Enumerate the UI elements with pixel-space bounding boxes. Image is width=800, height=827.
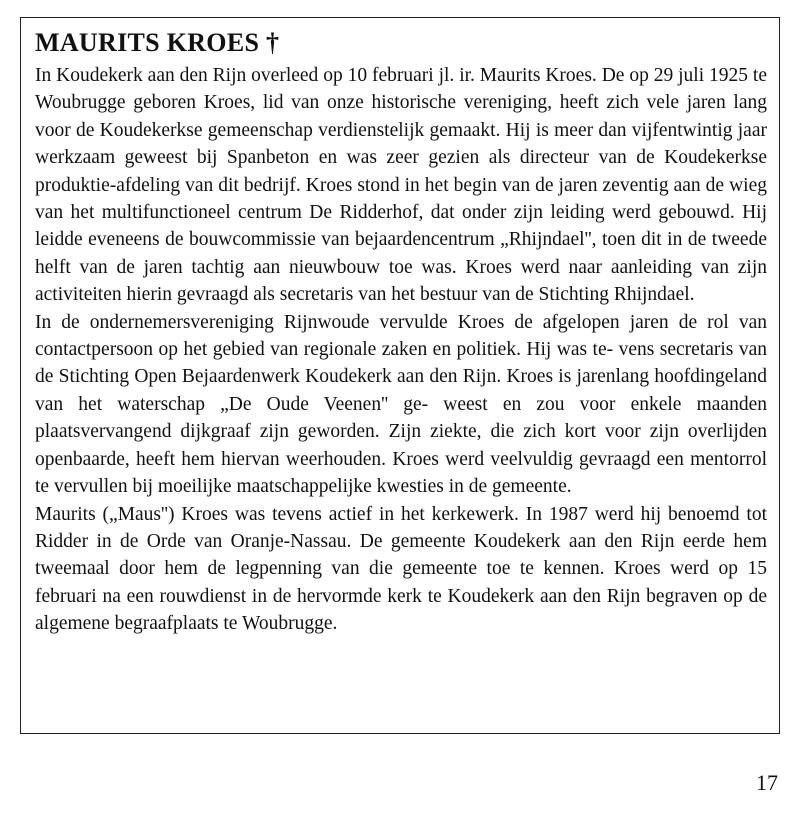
article-paragraph-2: In de ondernemersvereniging Rijnwoude vervulde Kroes de afgelopen jaren de rol van contactpersoon op het gebied van regionale zaken en politiek. Hij was te- vens secretaris van de Stichting Open Bejaardenwerk Koudekerk aan den Rijn. Kroes is jarenlang hoofdingeland van het waterschap „De Oude Veenen'' ge- weest en zou voor enkele maanden plaatsvervangend dijkgraaf zijn geworden. Zijn ziekte, die zich kort voor zijn overlijden openbaarde, heeft hem hiervan weerhouden. Kroes werd veelvuldig gevraagd een mentorrol te vervullen bij moeilijke maatschappelijke kwesties in de gemeente. [35,311,767,498]
article-paragraph-3: Maurits („Maus'') Kroes was tevens actief in het kerkewerk. In 1987 werd hij benoemd tot Ridder in de Orde van Oranje-Nassau. De gemeente Koudekerk aan den Rijn eerde hem tweemaal door hem de legpenning van die gemeente toe te kennen. Kroes werd op 15 februari na een rouwdienst in de hervormde kerk te Koudekerk aan den Rijn begraven op de algemene begraafplaats te Woubrugge. [35,503,767,635]
article-paragraph-1: In Koudekerk aan den Rijn overleed op 10 februari jl. ir. Maurits Kroes. De op 29 juli 1925 te Woubrugge geboren Kroes, lid van onze historische vereniging, heeft zich vele jaren lang voor de Koudekerkse gemeenschap verdienstelijk gemaakt. Hij is meer dan vijfentwintig jaar werkzaam geweest bij Spanbeton en was zeer gezien als directeur van de Koudekerkse produktie-afdeling van dit bedrijf. Kroes stond in het begin van de jaren zeventig aan de wieg van het multifunctioneel centrum De Ridderhof, dat onder zijn leiding werd gebouwd. Hij leidde eveneens de bouwcommissie van bejaardencentrum „Rhijndael'', toen dit in de tweede helft van de jaren tachtig aan nieuwbouw toe was. Kroes werd naar aanleiding van zijn activiteiten hierin gevraagd als secretaris van het bestuur van de Stichting Rhijndael. [35,65,767,306]
obituary-article [20,17,780,734]
page-number: 17 [756,770,778,795]
article-body [35,62,767,638]
article-title: MAURITS KROES † [35,28,280,57]
